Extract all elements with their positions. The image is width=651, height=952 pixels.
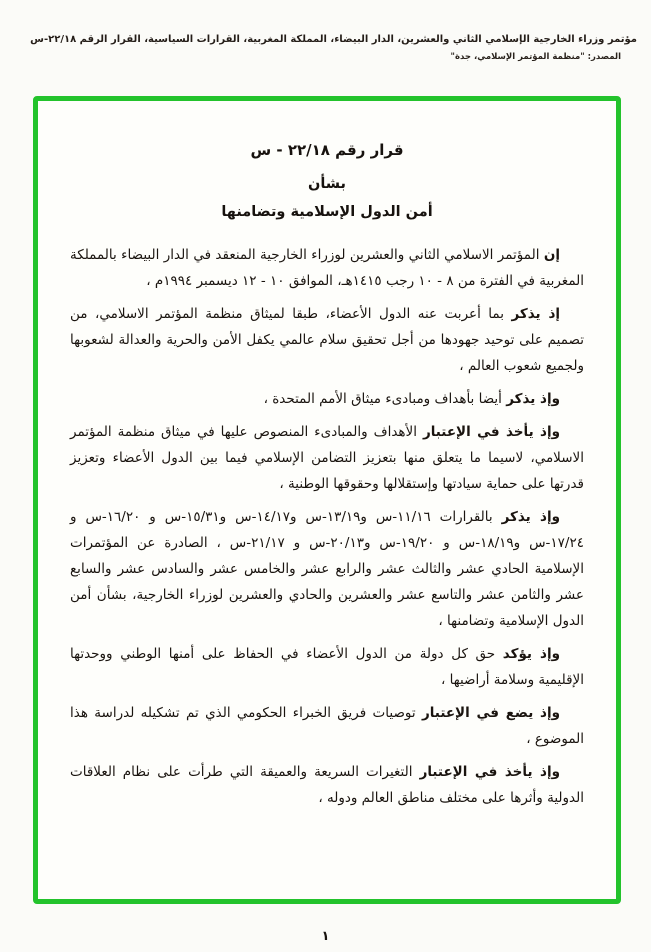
page-number: ١ (321, 929, 330, 944)
subject-title: أمن الدول الإسلامية وتضامنها (221, 204, 433, 220)
paragraph-recall-charter (70, 301, 584, 379)
paragraph-lead: وإذ يؤكد (502, 646, 560, 662)
paragraph-lead: وإذ يأخذ في الإعتبار (422, 424, 560, 440)
header-source: المصدر: "منظمة المؤتمر الإسلامي، جدة" (450, 52, 621, 62)
resolution-title: قرار رقم ٢٢/١٨ - س (250, 141, 404, 159)
paragraph-recall-resolutions (70, 504, 584, 634)
subject-label: بشأن (307, 176, 347, 192)
document-body (70, 242, 584, 811)
paragraph-affirm-rights (70, 641, 584, 693)
header-citation: مؤتمر وزراء الخارجية الإسلامي الثاني والعشرين، الدار البيضاء، المملكة المغربية، القرارات السياسية، القرار الرقم ٢٢/١٨-س (30, 34, 637, 45)
paragraph-lead: وإذ يذكر (506, 391, 560, 407)
paragraph-text: بما أعربت عنه الدول الأعضاء، طبقا لميثاق منظمة المؤتمر الاسلامي، من تصميم على توحيد جهودها من أجل تحقيق سلام عالمي يكفل الأمن والحرية والعدالة لشعوبها ولجميع شعوب العالم ، (70, 306, 584, 374)
paragraph-lead: وإذ يذكر (501, 509, 560, 525)
paragraph-consider-changes (70, 759, 584, 811)
paragraph-text: توصيات فريق الخبراء الحكومي الذي تم تشكيله لدراسة هذا الموضوع ، (70, 705, 584, 747)
paragraph-text: بالقرارات ١١/١٦-س و١٣/١٩-س و١٤/١٧-س و١٥/٣١-س و ١٦/٢٠-س و ١٧/٢٤-س و١٨/١٩-س و ١٩/٢٠-س و٢٠/١٣-س و ٢١/١٧-س ، الصادرة عن المؤتمرات الإسلامية الحادي عشر والثالث عشر والرابع عشر والخامس عشر والسادس عشر والسابع عشر والثامن عشر والتاسع عشر والعشرين والحادي والعشرين لوزراء الخارجية، بشأن أمن الدول الإسلامية وتضامنها ، (70, 509, 584, 629)
paragraph-lead: وإذ يأخذ في الإعتبار (419, 764, 560, 780)
paragraph-lead: وإذ يضع في الإعتبار (421, 705, 560, 721)
paragraph-recall-un (70, 386, 584, 412)
paragraph-consider-experts (70, 700, 584, 752)
highlight-frame (33, 96, 621, 904)
title-block (70, 141, 584, 220)
paragraph-text: المؤتمر الاسلامي الثاني والعشرين لوزراء الخارجية المنعقد في الدار البيضاء بالمملكة المغربية في الفترة من ٨ - ١٠ رجب ١٤١٥هـ، الموافق ١٠ - ١٢ ديسمبر ١٩٩٤م ، (70, 247, 584, 289)
paragraph-text: أيضا بأهداف ومبادىء ميثاق الأمم المتحدة ، (263, 391, 507, 407)
paragraph-text: الأهداف والمبادىء المنصوص عليها في ميثاق منظمة المؤتمر الاسلامي، لاسيما ما يتعلق منها بتعزيز التضامن الإسلامي فيما بين الدول الأعضاء وتعزيز قدرتها على حماية سيادتها وإستقلالها وحقوقها الوطنية ، (70, 424, 584, 492)
paragraph-lead: إن (543, 247, 560, 263)
document-header (10, 34, 637, 62)
paragraph-preamble (70, 242, 584, 294)
paragraph-consider-principles (70, 419, 584, 497)
paragraph-lead: إذ يذكر (511, 306, 561, 322)
paragraph-text: حق كل دولة من الدول الأعضاء في الحفاظ على أمنها الوطني ووحدتها الإقليمية وسلامة أراضيها ، (70, 646, 584, 688)
paragraph-text: التغيرات السريعة والعميقة التي طرأت على نظام العلاقات الدولية وأثرها على مختلف مناطق العالم ودوله ، (70, 764, 584, 806)
